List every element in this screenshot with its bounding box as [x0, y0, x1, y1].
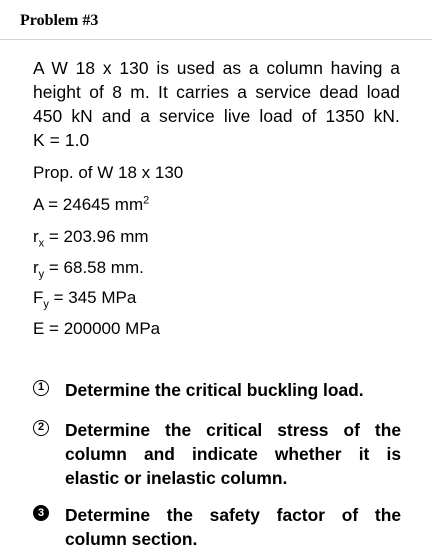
- question-line: Determine the safety factor of the: [65, 505, 401, 525]
- question-line: column and indicate whether it is: [65, 444, 401, 464]
- problem-line: A W 18 x 130 is used as a column having a: [33, 58, 400, 78]
- fy-subscript: y: [43, 298, 49, 311]
- question-text: [65, 378, 401, 402]
- area-label: A =: [33, 195, 63, 214]
- property-area: [33, 194, 149, 216]
- property-rx: [33, 226, 149, 248]
- problem-line: K = 1.0: [33, 130, 90, 150]
- question-line: elastic or inelastic column.: [65, 468, 288, 488]
- fy-symbol: F: [33, 288, 44, 307]
- circled-number-icon: 3: [33, 505, 49, 521]
- properties-heading: Prop. of W 18 x 130: [33, 163, 184, 182]
- problem-statement: [33, 56, 400, 152]
- rx-symbol: r: [33, 227, 39, 246]
- question-line: column section.: [65, 529, 198, 549]
- problem-line: height of 8 m. It carries a service dead load: [33, 82, 400, 102]
- question-text: [65, 503, 401, 551]
- title-divider: [0, 39, 432, 40]
- property-ry: [33, 257, 144, 279]
- question-text: [65, 418, 401, 490]
- fy-value: = 345 MPa: [48, 288, 137, 307]
- question-line: Determine the critical stress of the: [65, 420, 401, 440]
- question-line: Determine the critical buckling load.: [65, 380, 364, 400]
- rx-value: = 203.96 mm: [44, 227, 149, 246]
- ry-symbol: r: [33, 258, 39, 277]
- ry-value: = 68.58 mm.: [44, 258, 144, 277]
- ry-subscript: y: [38, 268, 45, 281]
- circled-number-icon: 1: [33, 380, 49, 396]
- problem-title: Problem #3: [20, 12, 99, 29]
- property-e: E = 200000 MPa: [33, 319, 161, 338]
- area-value: 24645 mm: [62, 195, 144, 214]
- problem-line: 450 kN and a service live load of 1350 kN.: [33, 106, 400, 126]
- property-fy: [33, 287, 136, 309]
- area-exponent: 2: [143, 194, 150, 207]
- rx-subscript: x: [38, 237, 45, 250]
- circled-number-icon: 2: [33, 420, 49, 436]
